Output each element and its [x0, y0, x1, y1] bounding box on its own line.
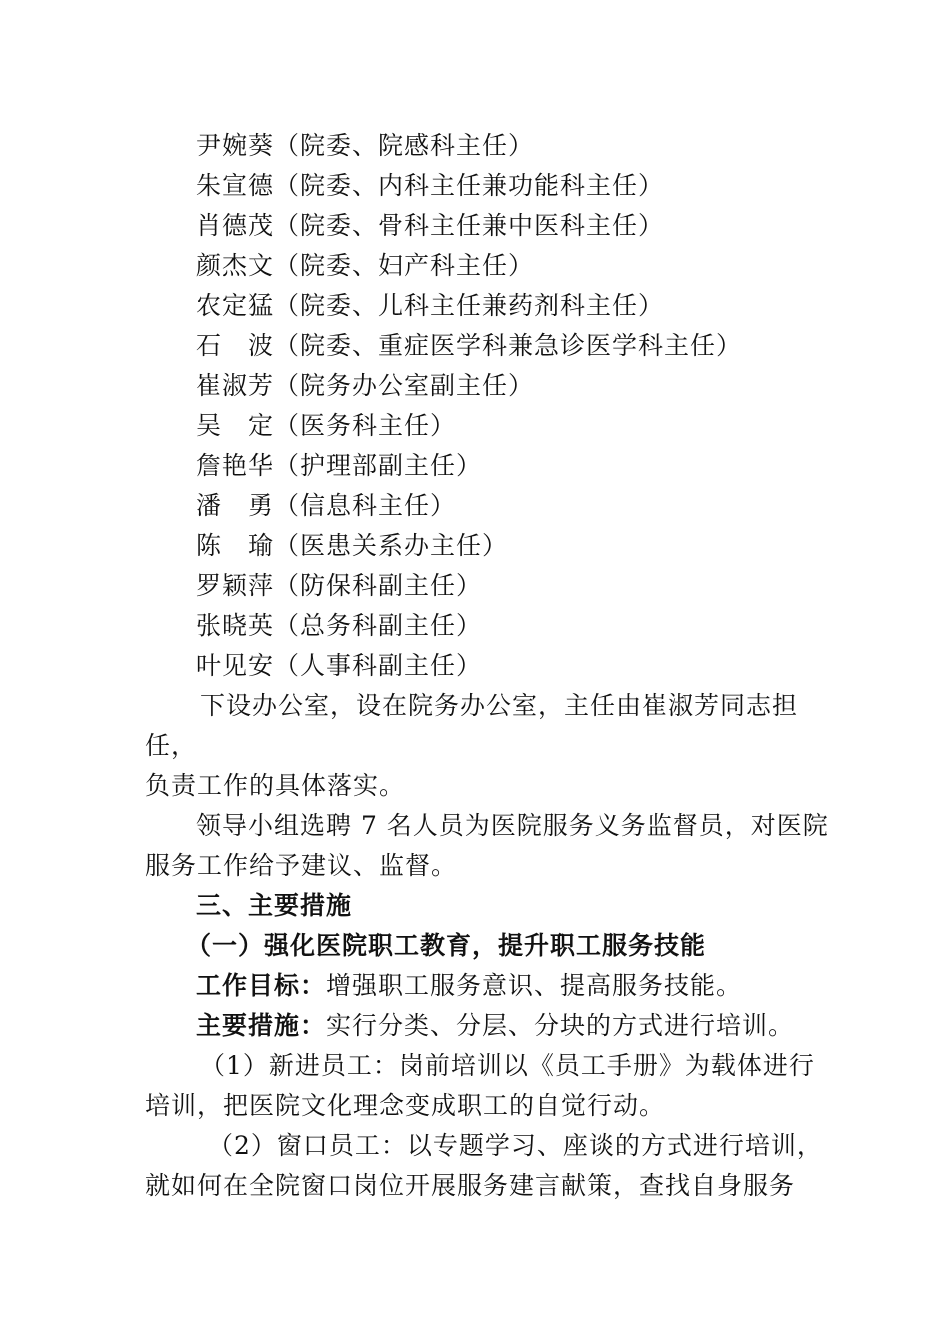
supervisors-paragraph-line: 服务工作给予建议、监督。 [145, 851, 458, 880]
office-paragraph-line: 下设办公室，设在院务办公室，主任由崔淑芳同志担 [200, 691, 799, 720]
member-line: 罗颖萍（防保科副主任） [196, 571, 483, 600]
office-paragraph-line: 任， [145, 731, 198, 760]
member-line: 潘 勇（信息科主任） [196, 491, 457, 520]
item2-line: 就如何在全院窗口岗位开展服务建言献策，查找自身服务 [145, 1171, 796, 1200]
member-line: 尹婉葵（院委、院感科主任） [196, 131, 535, 160]
supervisors-paragraph-line: 领导小组选聘 7 名人员为医院服务义务监督员，对医院 [196, 811, 829, 840]
measures-text: 实行分类、分层、分块的方式进行培训。 [326, 1011, 795, 1040]
member-line: 颜杰文（院委、妇产科主任） [196, 251, 535, 280]
item1-line: 培训，把医院文化理念变成职工的自觉行动。 [145, 1091, 666, 1120]
member-line: 崔淑芳（院务办公室副主任） [196, 371, 535, 400]
subsection-heading: （一）强化医院职工教育，提升职工服务技能 [186, 931, 707, 960]
member-line: 詹艳华（护理部副主任） [196, 451, 483, 480]
member-line: 朱宣德（院委、内科主任兼功能科主任） [196, 171, 665, 200]
item1-line: （1）新进员工：岗前培训以《员工手册》为载体进行 [200, 1051, 815, 1080]
item2-line: （2）窗口员工：以专题学习、座谈的方式进行培训， [208, 1131, 823, 1160]
member-line: 叶见安（人事科副主任） [196, 651, 483, 680]
member-line: 石 波（院委、重症医学科兼急诊医学科主任） [196, 331, 743, 360]
goal-label: 工作目标： [196, 971, 327, 1000]
goal-line [196, 969, 742, 1003]
measures-line [196, 1009, 794, 1043]
measures-label: 主要措施： [196, 1011, 327, 1040]
member-line: 陈 瑜（医患关系办主任） [196, 531, 509, 560]
member-line: 肖德茂（院委、骨科主任兼中医科主任） [196, 211, 665, 240]
office-paragraph-line: 负责工作的具体落实。 [145, 771, 406, 800]
section-heading: 三、主要措施 [196, 891, 353, 920]
goal-text: 增强职工服务意识、提高服务技能。 [326, 971, 743, 1000]
member-line: 吴 定（医务科主任） [196, 411, 457, 440]
member-line: 农定猛（院委、儿科主任兼药剂科主任） [196, 291, 665, 320]
member-line: 张晓英（总务科副主任） [196, 611, 483, 640]
